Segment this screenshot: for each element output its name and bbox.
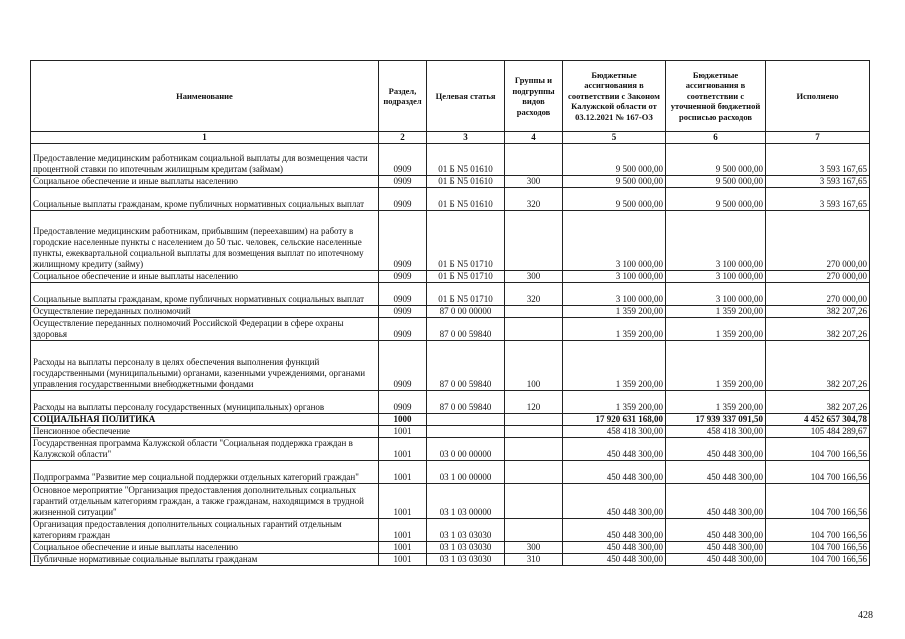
- row-section: 0909: [379, 340, 427, 390]
- row-group: 300: [505, 270, 563, 282]
- row-name: Расходы на выплаты персоналу государственных (муниципальных) органов: [31, 390, 379, 413]
- row-executed: 3 593 167,65: [766, 175, 870, 187]
- row-target: 01 Б N5 01710: [427, 282, 505, 305]
- row-target: 03 1 03 03030: [427, 518, 505, 541]
- row-refined-allocation: 450 448 300,00: [666, 541, 766, 553]
- table-row: [31, 187, 870, 210]
- row-executed: 105 484 289,67: [766, 425, 870, 437]
- row-group: [505, 413, 563, 425]
- row-executed: 270 000,00: [766, 270, 870, 282]
- row-section: 1001: [379, 553, 427, 565]
- row-target: 01 Б N5 01610: [427, 143, 505, 175]
- row-executed: 382 207,26: [766, 390, 870, 413]
- row-target: 03 1 00 00000: [427, 460, 505, 483]
- budget-sheet: [30, 60, 869, 566]
- page-number: 428: [858, 610, 873, 621]
- table-header: [31, 61, 870, 144]
- row-name: Осуществление переданных полномочий: [31, 305, 379, 317]
- row-name: Социальное обеспечение и иные выплаты населению: [31, 541, 379, 553]
- row-section: 0909: [379, 305, 427, 317]
- row-group: [505, 305, 563, 317]
- row-name: Публичные нормативные социальные выплаты гражданам: [31, 553, 379, 565]
- row-refined-allocation: 450 448 300,00: [666, 437, 766, 460]
- row-section: 0909: [379, 210, 427, 270]
- row-name: Социальные выплаты гражданам, кроме публичных нормативных социальных выплат: [31, 282, 379, 305]
- header-executed: Исполнено: [766, 61, 870, 132]
- column-number: 4: [505, 132, 563, 144]
- table-row: [31, 460, 870, 483]
- table-row: [31, 270, 870, 282]
- row-name: Государственная программа Калужской области "Социальная поддержка граждан в Калужской области": [31, 437, 379, 460]
- row-section: 1001: [379, 483, 427, 518]
- row-law-allocation: 450 448 300,00: [563, 518, 666, 541]
- budget-table: [30, 60, 870, 566]
- row-refined-allocation: 9 500 000,00: [666, 143, 766, 175]
- row-refined-allocation: 9 500 000,00: [666, 187, 766, 210]
- row-section: 1001: [379, 541, 427, 553]
- table-row: [31, 210, 870, 270]
- row-target: 01 Б N5 01610: [427, 187, 505, 210]
- table-row: [31, 282, 870, 305]
- row-name: Социальное обеспечение и иные выплаты населению: [31, 175, 379, 187]
- row-law-allocation: 458 418 300,00: [563, 425, 666, 437]
- table-row: [31, 541, 870, 553]
- row-target: 87 0 00 59840: [427, 390, 505, 413]
- header-law-allocation: Бюджетные ассигнования в соответствии с Законом Калужской области от 03.12.2021 № 167-ОЗ: [563, 61, 666, 132]
- row-executed: 104 700 166,56: [766, 460, 870, 483]
- row-executed: 104 700 166,56: [766, 437, 870, 460]
- row-target: 03 1 03 00000: [427, 483, 505, 518]
- table-row: [31, 483, 870, 518]
- row-law-allocation: 450 448 300,00: [563, 437, 666, 460]
- row-executed: 4 452 657 304,78: [766, 413, 870, 425]
- row-executed: 104 700 166,56: [766, 541, 870, 553]
- row-group: 300: [505, 175, 563, 187]
- row-law-allocation: 3 100 000,00: [563, 270, 666, 282]
- row-section: 0909: [379, 282, 427, 305]
- row-section: 1001: [379, 518, 427, 541]
- row-law-allocation: 9 500 000,00: [563, 143, 666, 175]
- row-group: [505, 483, 563, 518]
- column-number: 5: [563, 132, 666, 144]
- table-row: [31, 340, 870, 390]
- row-executed: 3 593 167,65: [766, 187, 870, 210]
- row-name: Осуществление переданных полномочий Российской Федерации в сфере охраны здоровья: [31, 317, 379, 340]
- row-executed: 104 700 166,56: [766, 518, 870, 541]
- row-law-allocation: 1 359 200,00: [563, 390, 666, 413]
- row-target: 03 1 03 03030: [427, 541, 505, 553]
- row-law-allocation: 1 359 200,00: [563, 317, 666, 340]
- row-group: 300: [505, 541, 563, 553]
- row-law-allocation: 1 359 200,00: [563, 340, 666, 390]
- row-target: [427, 413, 505, 425]
- row-target: [427, 425, 505, 437]
- table-row: [31, 390, 870, 413]
- row-target: 01 Б N5 01710: [427, 210, 505, 270]
- row-refined-allocation: 450 448 300,00: [666, 553, 766, 565]
- column-number: 6: [666, 132, 766, 144]
- row-refined-allocation: 3 100 000,00: [666, 210, 766, 270]
- row-name: Социальное обеспечение и иные выплаты населению: [31, 270, 379, 282]
- row-section: 1001: [379, 425, 427, 437]
- row-law-allocation: 9 500 000,00: [563, 175, 666, 187]
- row-law-allocation: 9 500 000,00: [563, 187, 666, 210]
- table-row: [31, 437, 870, 460]
- row-name: Социальные выплаты гражданам, кроме публичных нормативных социальных выплат: [31, 187, 379, 210]
- header-groups: Группы и подгруппы видов расходов: [505, 61, 563, 132]
- row-executed: 104 700 166,56: [766, 483, 870, 518]
- row-law-allocation: 450 448 300,00: [563, 541, 666, 553]
- row-executed: 382 207,26: [766, 305, 870, 317]
- row-name: Предоставление медицинским работникам социальной выплаты для возмещения части процентной ставки по ипотечным жилищным кредитам (займам): [31, 143, 379, 175]
- row-refined-allocation: 3 100 000,00: [666, 282, 766, 305]
- header-target: Целевая статья: [427, 61, 505, 132]
- row-refined-allocation: 1 359 200,00: [666, 390, 766, 413]
- row-section: 1001: [379, 437, 427, 460]
- row-law-allocation: 450 448 300,00: [563, 553, 666, 565]
- row-target: 03 1 03 03030: [427, 553, 505, 565]
- row-group: [505, 210, 563, 270]
- row-executed: 270 000,00: [766, 210, 870, 270]
- table-row: [31, 143, 870, 175]
- row-group: 120: [505, 390, 563, 413]
- row-law-allocation: 450 448 300,00: [563, 483, 666, 518]
- table-row: [31, 305, 870, 317]
- row-target: 03 0 00 00000: [427, 437, 505, 460]
- row-section: 0909: [379, 143, 427, 175]
- row-refined-allocation: 3 100 000,00: [666, 270, 766, 282]
- row-section: 1000: [379, 413, 427, 425]
- row-law-allocation: 3 100 000,00: [563, 282, 666, 305]
- row-target: 01 Б N5 01710: [427, 270, 505, 282]
- row-section: 1001: [379, 460, 427, 483]
- row-refined-allocation: 9 500 000,00: [666, 175, 766, 187]
- row-group: 320: [505, 282, 563, 305]
- row-law-allocation: 17 920 631 168,00: [563, 413, 666, 425]
- table-row: [31, 413, 870, 425]
- row-executed: 270 000,00: [766, 282, 870, 305]
- header-section: Раздел, подраздел: [379, 61, 427, 132]
- row-executed: 104 700 166,56: [766, 553, 870, 565]
- row-target: 01 Б N5 01610: [427, 175, 505, 187]
- row-section: 0909: [379, 187, 427, 210]
- row-name: Основное мероприятие "Организация предоставления дополнительных социальных гарантий отдельным категориям граждан, а также гражданам, находящимся в трудной жизненной ситуации": [31, 483, 379, 518]
- column-number: 1: [31, 132, 379, 144]
- row-law-allocation: 450 448 300,00: [563, 460, 666, 483]
- row-target: 87 0 00 00000: [427, 305, 505, 317]
- row-group: [505, 317, 563, 340]
- row-executed: 3 593 167,65: [766, 143, 870, 175]
- row-refined-allocation: 1 359 200,00: [666, 340, 766, 390]
- row-group: [505, 518, 563, 541]
- column-number: 3: [427, 132, 505, 144]
- row-name: Предоставление медицинским работникам, прибывшим (переехавшим) на работу в городские населенные пункты с населением до 50 тыс. человек, сельские населенные пункты, ежеквартальной социальной выплаты для возмещения выплат по ипотечному жилищному кредиту (займу): [31, 210, 379, 270]
- row-target: 87 0 00 59840: [427, 340, 505, 390]
- row-refined-allocation: 450 448 300,00: [666, 483, 766, 518]
- row-name: Расходы на выплаты персоналу в целях обеспечения выполнения функций государственными (муниципальными) органами, казенными учреждениями, органами управления государственными внебюджетными фондами: [31, 340, 379, 390]
- row-law-allocation: 1 359 200,00: [563, 305, 666, 317]
- table-row: [31, 175, 870, 187]
- row-refined-allocation: 458 418 300,00: [666, 425, 766, 437]
- column-number: 2: [379, 132, 427, 144]
- table-row: [31, 553, 870, 565]
- row-refined-allocation: 450 448 300,00: [666, 518, 766, 541]
- table-row: [31, 317, 870, 340]
- row-group: 320: [505, 187, 563, 210]
- row-refined-allocation: 450 448 300,00: [666, 460, 766, 483]
- row-section: 0909: [379, 175, 427, 187]
- row-section: 0909: [379, 317, 427, 340]
- table-row: [31, 518, 870, 541]
- row-refined-allocation: 17 939 337 091,50: [666, 413, 766, 425]
- row-name: СОЦИАЛЬНАЯ ПОЛИТИКА: [31, 413, 379, 425]
- column-number-row: [31, 132, 870, 144]
- table-body: [31, 143, 870, 565]
- row-group: 100: [505, 340, 563, 390]
- row-group: [505, 460, 563, 483]
- row-refined-allocation: 1 359 200,00: [666, 305, 766, 317]
- row-group: [505, 143, 563, 175]
- row-target: 87 0 00 59840: [427, 317, 505, 340]
- column-number: 7: [766, 132, 870, 144]
- header-name: Наименование: [31, 61, 379, 132]
- row-group: [505, 437, 563, 460]
- row-name: Пенсионное обеспечение: [31, 425, 379, 437]
- row-refined-allocation: 1 359 200,00: [666, 317, 766, 340]
- row-name: Организация предоставления дополнительных социальных гарантий отдельным категориям граждан: [31, 518, 379, 541]
- row-executed: 382 207,26: [766, 317, 870, 340]
- header-refined-allocation: Бюджетные ассигнования в соответствии с уточненной бюджетной росписью расходов: [666, 61, 766, 132]
- row-section: 0909: [379, 270, 427, 282]
- row-law-allocation: 3 100 000,00: [563, 210, 666, 270]
- row-group: 310: [505, 553, 563, 565]
- row-executed: 382 207,26: [766, 340, 870, 390]
- row-group: [505, 425, 563, 437]
- table-row: [31, 425, 870, 437]
- row-name: Подпрограмма "Развитие мер социальной поддержки отдельных категорий граждан": [31, 460, 379, 483]
- row-section: 0909: [379, 390, 427, 413]
